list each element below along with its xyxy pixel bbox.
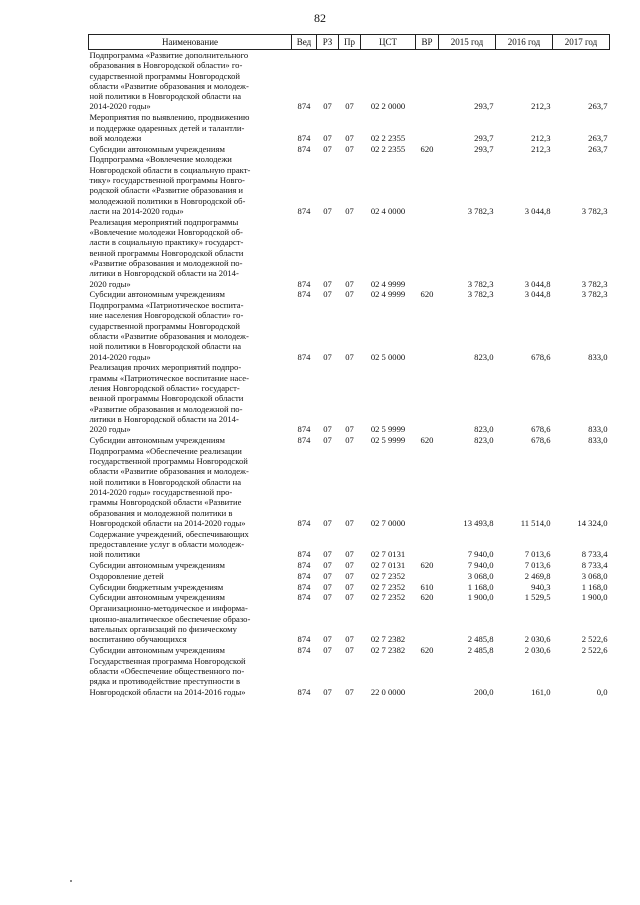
cell-2016: 2 030,6 <box>524 644 551 655</box>
cell-rz: 07 <box>323 351 332 362</box>
cell-name: Подпрограмма «Развитие дополнительного образования в Новгородской области» го- сударственной программы Новгородской области «Развитие образования и молодеж- ной политики в Новгородской области на 2014-2020 годы» <box>89 50 249 112</box>
cell-2017: 8 733,4 <box>581 560 608 571</box>
cell-name: Подпрограмма «Патриотическое воспита- ние населения Новгородской области» го- сударственной программы Новгородской области «Развитие образования и молодеж- ной политики в Новгородской области на 2014-2020 годы» <box>89 300 249 362</box>
cell-name: Субсидии автономным учреждениям <box>89 289 225 300</box>
cell-cst: 02 7 2382 <box>370 634 406 645</box>
cell-ved: 874 <box>297 434 311 445</box>
cell-pr: 07 <box>345 570 354 581</box>
cell-pr: 07 <box>345 205 354 216</box>
cell-vr: 620 <box>420 644 434 655</box>
header-rz: РЗ <box>317 35 339 50</box>
cell-rz: 07 <box>323 205 332 216</box>
cell-vr <box>416 50 439 113</box>
cell-pr: 07 <box>345 424 354 435</box>
cell-cst: 02 7 0131 <box>370 560 406 571</box>
cell-2015: 7 940,0 <box>467 549 494 560</box>
cell-2015: 1 900,0 <box>467 592 494 603</box>
cell-rz: 07 <box>323 581 332 592</box>
cell-2016: 11 514,0 <box>520 517 551 528</box>
cell-vr <box>416 362 439 435</box>
cell-2017: 833,0 <box>588 424 608 435</box>
cell-2016: 3 044,8 <box>524 278 551 289</box>
header-name: Наименование <box>89 35 292 50</box>
cell-2017: 0,0 <box>596 686 608 697</box>
cell-2017: 3 782,3 <box>581 205 608 216</box>
cell-ved: 874 <box>297 101 311 112</box>
table-row <box>89 603 610 645</box>
cell-ved: 874 <box>297 592 311 603</box>
cell-2015: 823,0 <box>474 351 494 362</box>
cell-2016: 678,6 <box>531 424 551 435</box>
table-row <box>89 112 610 143</box>
cell-vr <box>416 112 439 143</box>
cell-2017: 263,7 <box>588 132 608 143</box>
cell-ved: 874 <box>297 644 311 655</box>
table-row <box>89 645 610 656</box>
cell-cst: 02 7 2352 <box>370 592 406 603</box>
cell-pr: 07 <box>345 351 354 362</box>
table-row <box>89 300 610 362</box>
cell-ved: 874 <box>297 132 311 143</box>
cell-2016: 678,6 <box>531 434 551 445</box>
table-row <box>89 362 610 435</box>
cell-2015: 823,0 <box>474 424 494 435</box>
cell-rz: 07 <box>323 289 332 300</box>
cell-pr: 07 <box>345 592 354 603</box>
table-body <box>89 50 610 698</box>
cell-cst: 02 4 9999 <box>370 289 406 300</box>
cell-pr: 07 <box>345 644 354 655</box>
table-row <box>89 154 610 216</box>
cell-cst: 22 0 0000 <box>370 686 406 697</box>
cell-rz: 07 <box>323 592 332 603</box>
cell-name: Субсидии автономным учреждениям <box>89 592 225 603</box>
cell-ved: 874 <box>297 549 311 560</box>
cell-name: Оздоровление детей <box>89 570 164 581</box>
cell-2017: 3 068,0 <box>581 570 608 581</box>
cell-ved: 874 <box>297 289 311 300</box>
cell-vr: 620 <box>420 560 434 571</box>
cell-ved: 874 <box>297 424 311 435</box>
cell-2015: 1 168,0 <box>467 581 494 592</box>
table-row <box>89 289 610 300</box>
cell-2016: 7 013,6 <box>524 560 551 571</box>
cell-rz: 07 <box>323 424 332 435</box>
cell-cst: 02 2 0000 <box>370 101 406 112</box>
cell-2015: 7 940,0 <box>467 560 494 571</box>
cell-rz: 07 <box>323 434 332 445</box>
cell-pr: 07 <box>345 581 354 592</box>
cell-vr: 620 <box>420 592 434 603</box>
cell-ved: 874 <box>297 143 311 154</box>
cell-2017: 263,7 <box>588 143 608 154</box>
cell-name: Государственная программа Новгородской области «Обеспечение общественного по- рядка и противодействие преступности в Новгородской области на 2014-2016 годы» <box>89 655 246 697</box>
table-row <box>89 435 610 446</box>
header-cst: ЦСТ <box>361 35 416 50</box>
budget-table <box>88 34 610 697</box>
cell-pr: 07 <box>345 560 354 571</box>
cell-2015: 293,7 <box>474 143 494 154</box>
cell-2017: 263,7 <box>588 101 608 112</box>
cell-rz: 07 <box>323 686 332 697</box>
cell-pr: 07 <box>345 101 354 112</box>
header-pr: Пр <box>339 35 361 50</box>
cell-pr: 07 <box>345 132 354 143</box>
cell-pr: 07 <box>345 289 354 300</box>
cell-pr: 07 <box>345 143 354 154</box>
cell-vr <box>416 603 439 645</box>
cell-2017: 1 168,0 <box>581 581 608 592</box>
cell-cst: 02 5 0000 <box>370 351 406 362</box>
cell-ved: 874 <box>297 278 311 289</box>
cell-2016: 212,3 <box>531 143 551 154</box>
cell-2015: 293,7 <box>474 101 494 112</box>
cell-2016: 161,0 <box>531 686 551 697</box>
cell-2015: 293,7 <box>474 132 494 143</box>
cell-2015: 2 485,8 <box>467 634 494 645</box>
cell-2017: 2 522,6 <box>581 644 608 655</box>
cell-rz: 07 <box>323 570 332 581</box>
cell-rz: 07 <box>323 549 332 560</box>
cell-pr: 07 <box>345 517 354 528</box>
page-number: 82 <box>314 11 326 25</box>
cell-2016: 2 030,6 <box>524 634 551 645</box>
cell-name: Содержание учреждений, обеспечивающих предоставление услуг в области молодеж- ной политики <box>89 528 249 560</box>
cell-name: Субсидии автономным учреждениям <box>89 434 225 445</box>
table-row <box>89 50 610 113</box>
cell-2016: 940,3 <box>531 581 551 592</box>
cell-2016: 212,3 <box>531 132 551 143</box>
header-2016: 2016 год <box>496 35 553 50</box>
cell-vr <box>416 656 439 698</box>
cell-cst: 02 5 9999 <box>370 434 406 445</box>
cell-cst: 02 7 2382 <box>370 644 406 655</box>
table-row <box>89 560 610 571</box>
cell-2017: 3 782,3 <box>581 289 608 300</box>
cell-name: Организационно-методическое и информа- ционно-аналитическое обеспечение образо- вательных организаций по физическому воспитанию обучающихся <box>89 603 251 645</box>
cell-name: Подпрограмма «Вовлечение молодежи Новгородской области в социальную практ- тику» государственной программы Новго- родской области «Развитие образования и молодежной политики в Новгородской об- ласти на 2014-2020 годы» <box>89 154 251 216</box>
cell-cst: 02 7 2352 <box>370 581 406 592</box>
cell-2015: 3 782,3 <box>467 278 494 289</box>
table-row <box>89 529 610 560</box>
cell-2017: 833,0 <box>588 351 608 362</box>
cell-2017: 3 782,3 <box>581 278 608 289</box>
cell-ved: 874 <box>297 205 311 216</box>
cell-2015: 3 782,3 <box>467 205 494 216</box>
cell-cst: 02 7 2352 <box>370 570 406 581</box>
cell-pr: 07 <box>345 686 354 697</box>
cell-vr <box>416 217 439 290</box>
table-header-row <box>89 35 610 50</box>
cell-pr: 07 <box>345 549 354 560</box>
cell-cst: 02 5 9999 <box>370 424 406 435</box>
cell-name: Субсидии бюджетным учреждениям <box>89 581 224 592</box>
table-row <box>89 571 610 582</box>
cell-ved: 874 <box>297 634 311 645</box>
cell-name: Субсидии автономным учреждениям <box>89 644 225 655</box>
cell-2015: 13 493,8 <box>463 517 494 528</box>
header-ved: Вед <box>292 35 317 50</box>
cell-vr: 620 <box>420 143 434 154</box>
cell-vr: 620 <box>420 289 434 300</box>
cell-name: Мероприятия по выявлению, продвижению и поддержке одаренных детей и талантли- вой молодежи <box>89 112 250 143</box>
cell-2017: 833,0 <box>588 434 608 445</box>
header-vr: ВР <box>416 35 439 50</box>
cell-cst: 02 2 2355 <box>370 143 406 154</box>
cell-pr: 07 <box>345 634 354 645</box>
cell-2017: 14 324,0 <box>577 517 608 528</box>
cell-vr <box>416 300 439 362</box>
cell-pr: 07 <box>345 434 354 445</box>
cell-2016: 3 044,8 <box>524 205 551 216</box>
cell-name: Субсидии автономным учреждениям <box>89 143 225 154</box>
scan-speck <box>70 880 72 882</box>
cell-ved: 874 <box>297 517 311 528</box>
cell-2016: 212,3 <box>531 101 551 112</box>
cell-vr: 620 <box>420 434 434 445</box>
cell-2015: 2 485,8 <box>467 644 494 655</box>
cell-2017: 8 733,4 <box>581 549 608 560</box>
cell-vr <box>416 571 439 582</box>
table-row <box>89 592 610 603</box>
cell-rz: 07 <box>323 560 332 571</box>
cell-rz: 07 <box>323 644 332 655</box>
table-row <box>89 656 610 698</box>
cell-2016: 3 044,8 <box>524 289 551 300</box>
table-row <box>89 446 610 529</box>
cell-name: Подпрограмма «Обеспечение реализации государственной программы Новгородской области «Развитие образования и молодеж- ной политики в Новгородской области на 2014-2020 годы» государственной про- граммы Новгородской области «Развитие образования и молодежной политики в Новгородской области на 2014-2020 годы» <box>89 445 249 528</box>
header-2017: 2017 год <box>553 35 610 50</box>
cell-ved: 874 <box>297 351 311 362</box>
cell-rz: 07 <box>323 101 332 112</box>
cell-cst: 02 4 9999 <box>370 278 406 289</box>
cell-name: Реализация мероприятий подпрограммы «Вовлечение молодежи Новгородской об- ласти в социальную практику» государст- венной программы Новгородской области «Развитие образования и молодежной по- литики в Новгородской области на 2014- 2020 годы» <box>89 216 244 289</box>
cell-2015: 200,0 <box>474 686 494 697</box>
cell-name: Реализация прочих мероприятий подпро- граммы «Патриотическое воспитание насе- ления Новгородской области» государст- венной программы Новгородской области «Развитие образования и молодежной по- литики в Новгородской области на 2014- 2020 годы» <box>89 362 249 435</box>
header-2015: 2015 год <box>439 35 496 50</box>
cell-pr: 07 <box>345 278 354 289</box>
cell-2015: 3 782,3 <box>467 289 494 300</box>
cell-cst: 02 4 0000 <box>370 205 406 216</box>
cell-rz: 07 <box>323 132 332 143</box>
cell-name: Субсидии автономным учреждениям <box>89 560 225 571</box>
cell-cst: 02 2 2355 <box>370 132 406 143</box>
cell-rz: 07 <box>323 278 332 289</box>
cell-vr <box>416 154 439 216</box>
cell-ved: 874 <box>297 581 311 592</box>
cell-2016: 678,6 <box>531 351 551 362</box>
cell-2016: 2 469,8 <box>524 570 551 581</box>
cell-cst: 02 7 0131 <box>370 549 406 560</box>
cell-vr <box>416 529 439 560</box>
cell-ved: 874 <box>297 560 311 571</box>
cell-ved: 874 <box>297 686 311 697</box>
cell-2015: 823,0 <box>474 434 494 445</box>
cell-2016: 1 529,5 <box>524 592 551 603</box>
cell-vr: 610 <box>420 581 434 592</box>
cell-2015: 3 068,0 <box>467 570 494 581</box>
cell-rz: 07 <box>323 634 332 645</box>
table-row <box>89 217 610 290</box>
table-row <box>89 144 610 155</box>
cell-2017: 2 522,6 <box>581 634 608 645</box>
cell-rz: 07 <box>323 517 332 528</box>
cell-2017: 1 900,0 <box>581 592 608 603</box>
cell-ved: 874 <box>297 570 311 581</box>
cell-rz: 07 <box>323 143 332 154</box>
cell-vr <box>416 446 439 529</box>
cell-2016: 7 013,6 <box>524 549 551 560</box>
cell-cst: 02 7 0000 <box>370 517 406 528</box>
table-row <box>89 582 610 593</box>
